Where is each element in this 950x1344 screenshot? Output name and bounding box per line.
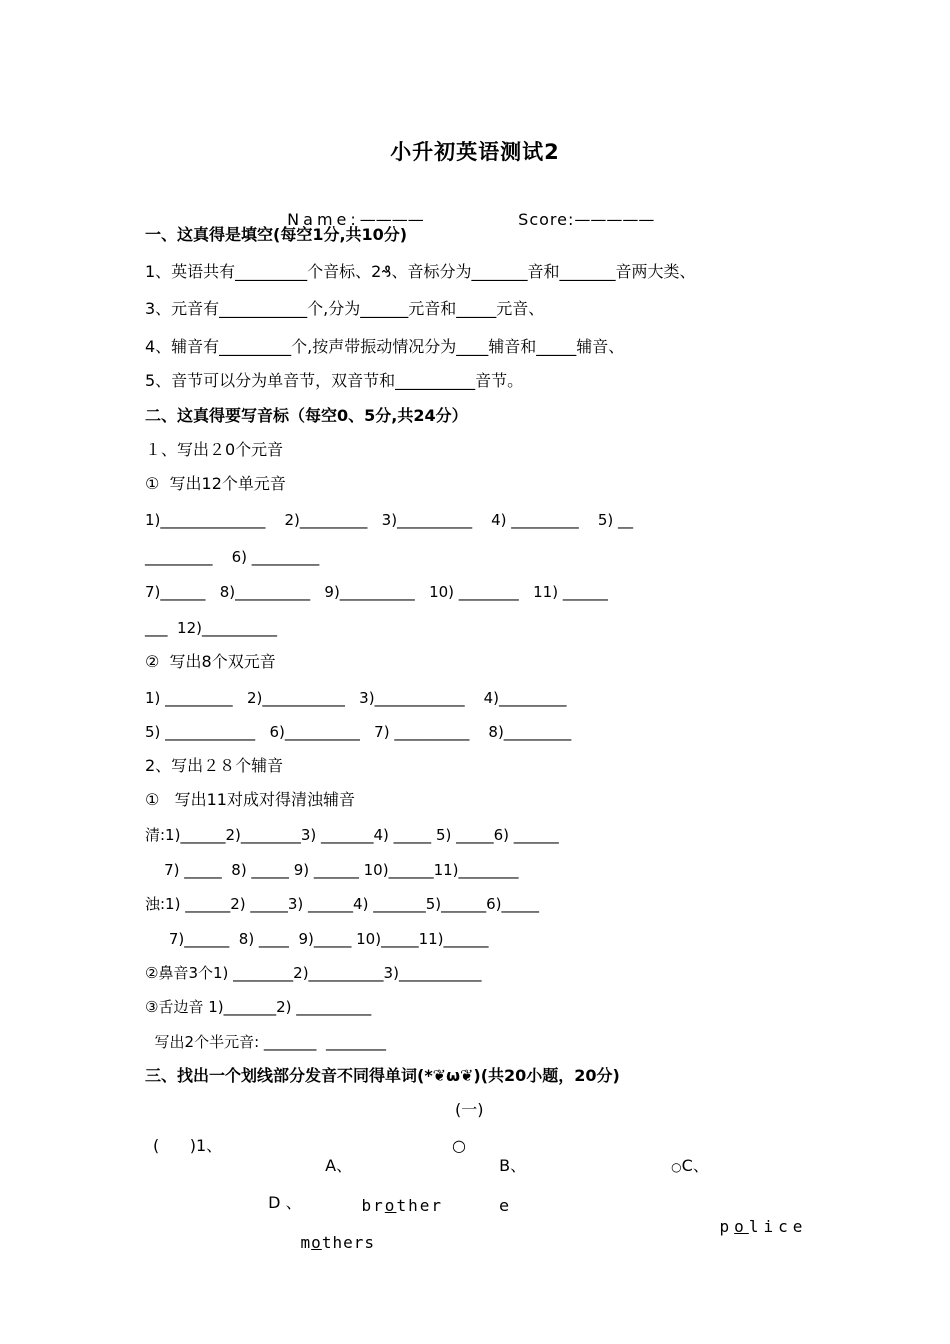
option-d-label: D 、 xyxy=(268,1193,302,1212)
sub-heading-diphthongs: ② 写出8个双元音 xyxy=(145,652,276,671)
sub-heading-vowels: １、写出２0个元音 xyxy=(145,440,284,459)
option-b-text: e xyxy=(499,1196,510,1215)
monophthong-row-1: 1)______________ 2)_________ 3)__________ 4) _________ 5) __ xyxy=(145,511,634,529)
voiced-row-2: 7)______ 8) ____ 9)_____ 10)_____11)______ xyxy=(145,930,489,948)
option-b xyxy=(489,1136,526,1216)
score-blank: ————— xyxy=(574,210,655,229)
diphthong-row-1: 1) _________ 2)___________ 3)____________ 4)_________ xyxy=(145,689,567,707)
monophthong-row-2: _________ 6) _________ xyxy=(145,548,320,566)
option-d-post: thers xyxy=(321,1233,375,1252)
monophthong-row-3: 7)______ 8)__________ 9)__________ 10) ________ 11) ______ xyxy=(145,583,608,601)
sub-heading-monophthongs: ① 写出12个单元音 xyxy=(145,474,286,493)
voiced-row-1: 浊:1) ______2) _____3) ______4) _______5)______6)_____ xyxy=(145,895,539,913)
bullet-icon: ○ xyxy=(452,1136,466,1155)
sub-heading-pairs: ① 写出11对成对得清浊辅音 xyxy=(145,790,355,809)
name-field xyxy=(277,190,424,230)
option-c-label: C、 xyxy=(681,1156,709,1175)
option-d-pre: m xyxy=(300,1233,312,1252)
voiceless-row-1: 清:1)______2)________3) _______4) _____ 5) _____6) ______ xyxy=(145,826,559,844)
diphthong-row-2: 5) ____________ 6)__________ 7) __________ 8)_________ xyxy=(145,723,572,741)
question-1: 1、英语共有_________个音标、2₰、音标分为_______音和_______音两大类、 xyxy=(145,262,696,281)
score-label: Score: xyxy=(518,210,575,229)
option-a-label: A、 xyxy=(325,1156,353,1175)
question-3: 3、元音有___________个,分为______元音和_____元音、 xyxy=(145,299,545,318)
name-blank: ———— xyxy=(359,210,424,229)
option-a-pre: br xyxy=(361,1196,385,1215)
voiceless-row-2: 7) _____ 8) _____ 9) ______ 10)______11)________ xyxy=(145,861,519,879)
option-c-pre: p xyxy=(719,1217,735,1236)
option-a-post: ther xyxy=(396,1196,443,1215)
monophthong-row-4: ___ 12)__________ xyxy=(145,619,277,637)
page-title: 小升初英语测试2 xyxy=(390,140,560,164)
question-bracket: ( )1、 xyxy=(153,1136,223,1155)
bullet-c-icon: ○ xyxy=(671,1160,682,1174)
sub-heading-consonants: 2、写出２８个辅音 xyxy=(145,756,284,775)
option-d-underlined: o xyxy=(311,1233,322,1252)
option-c-post: lice xyxy=(748,1217,808,1236)
group-label: (一) xyxy=(455,1100,484,1119)
section1-heading: 一、这真得是填空(每空1分,共10分) xyxy=(145,225,408,244)
option-d xyxy=(258,1173,375,1273)
question-5: 5、音节可以分为单音节，双音节和__________音节。 xyxy=(145,371,524,390)
semivowel-row: 写出2个半元音: _______ ________ xyxy=(145,1033,386,1051)
option-b-label: B、 xyxy=(499,1156,527,1175)
section2-heading: 二、这真得要写音标（每空0、5分,共24分） xyxy=(145,406,468,425)
question-4: 4、辅音有_________个,按声带振动情况分为____辅音和_____辅音、 xyxy=(145,337,625,356)
name-label: Name: xyxy=(287,210,360,229)
lateral-row: ③舌边音 1)_______2) __________ xyxy=(145,998,372,1016)
nasal-row: ②鼻音3个1) ________2)__________3)___________ xyxy=(145,964,482,982)
option-a-underlined: o xyxy=(384,1196,397,1215)
option-c xyxy=(661,1136,807,1257)
score-field xyxy=(508,190,654,230)
section3-heading: 三、找出一个划线部分发音不同得单词(*❦ω❦)(共20小题，20分) xyxy=(145,1066,620,1085)
option-c-underlined: o xyxy=(734,1217,749,1236)
